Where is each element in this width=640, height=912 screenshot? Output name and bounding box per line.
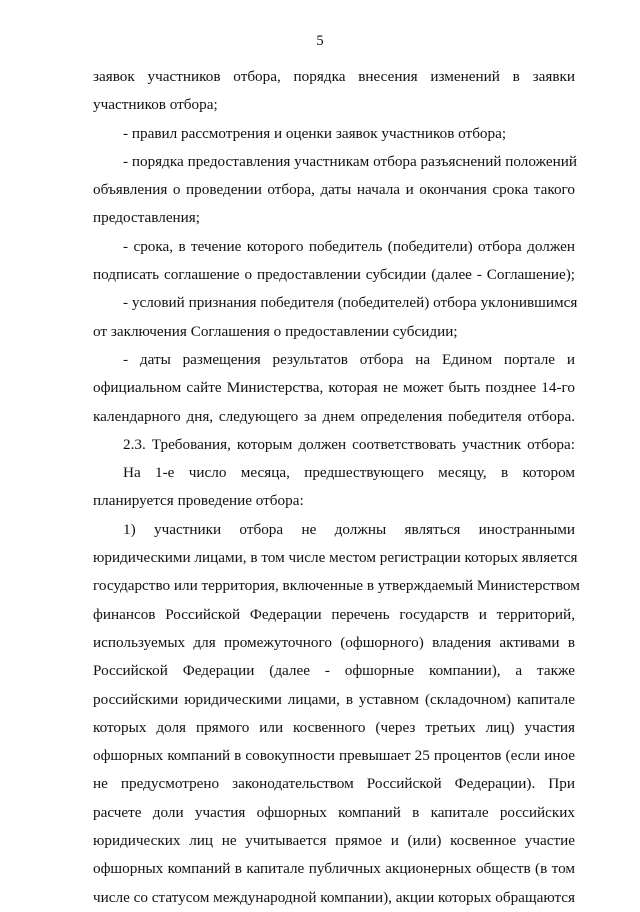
text-line: календарного дня, следующего за днем определения победителя отбора. — [93, 407, 575, 425]
body-text — [93, 63, 580, 912]
text-line: офшорных компаний в совокупности превышает 25 процентов (если иное — [93, 747, 575, 765]
text-line: участников отбора; — [93, 96, 218, 114]
text-line: российскими юридическими лицами, в уставном (складочном) капитале — [93, 690, 575, 708]
text-line: подписать соглашение о предоставлении субсидии (далее - Соглашение); — [93, 266, 575, 284]
text-line: заявок участников отбора, порядка внесения изменений в заявки — [93, 68, 575, 85]
text-line: финансов Российской Федерации перечень государств и территорий, — [93, 605, 575, 623]
page-number: 5 — [316, 33, 324, 49]
text-line: официальном сайте Министерства, которая не может быть позднее 14-го — [93, 379, 575, 397]
text-line: На 1-е число месяца, предшествующего месяцу, в котором — [123, 464, 575, 482]
text-line: Российской Федерации (далее - офшорные компании), а также — [93, 662, 575, 680]
text-line: расчете доли участия офшорных компаний в капитале российских — [93, 803, 575, 821]
text-line: 2.3. Требования, которым должен соответствовать участник отбора: — [123, 435, 575, 453]
text-line: - порядка предоставления участникам отбора разъяснений положений — [123, 152, 577, 170]
text-line: юридических лиц не учитывается прямое и (или) косвенное участие — [93, 832, 575, 850]
text-line: - даты размещения результатов отбора на Едином портале и — [123, 350, 575, 368]
text-line: используемых для промежуточного (офшорного) владения активами в — [93, 633, 575, 651]
text-line: - условий признания победителя (победителей) отбора уклонившимся — [123, 294, 578, 312]
text-line: не предусмотрено законодательством Российской Федерации). При — [93, 775, 575, 793]
text-line: планируется проведение отбора: — [93, 492, 304, 510]
text-line: предоставления; — [93, 209, 201, 227]
text-line: - срока, в течение которого победитель (победители) отбора должен — [123, 237, 575, 255]
text-line: - правил рассмотрения и оценки заявок участников отбора; — [123, 124, 507, 142]
text-line: которых доля прямого или косвенного (через третьих лиц) участия — [93, 718, 575, 736]
text-line: государство или территория, включенные в утверждаемый Министерством — [93, 577, 580, 595]
text-line: объявления о проведении отбора, даты начала и окончания срока такого — [93, 181, 575, 199]
text-line: числе со статусом международной компании), акции которых обращаются — [93, 888, 576, 906]
text-line: офшорных компаний в капитале публичных акционерных обществ (в том — [93, 860, 575, 878]
text-line: 1) участники отбора не должны являться иностранными — [123, 520, 575, 538]
text-line: от заключения Соглашения о предоставлении субсидии; — [93, 322, 458, 340]
text-line: юридическими лицами, в том числе местом регистрации которых является — [93, 549, 578, 567]
